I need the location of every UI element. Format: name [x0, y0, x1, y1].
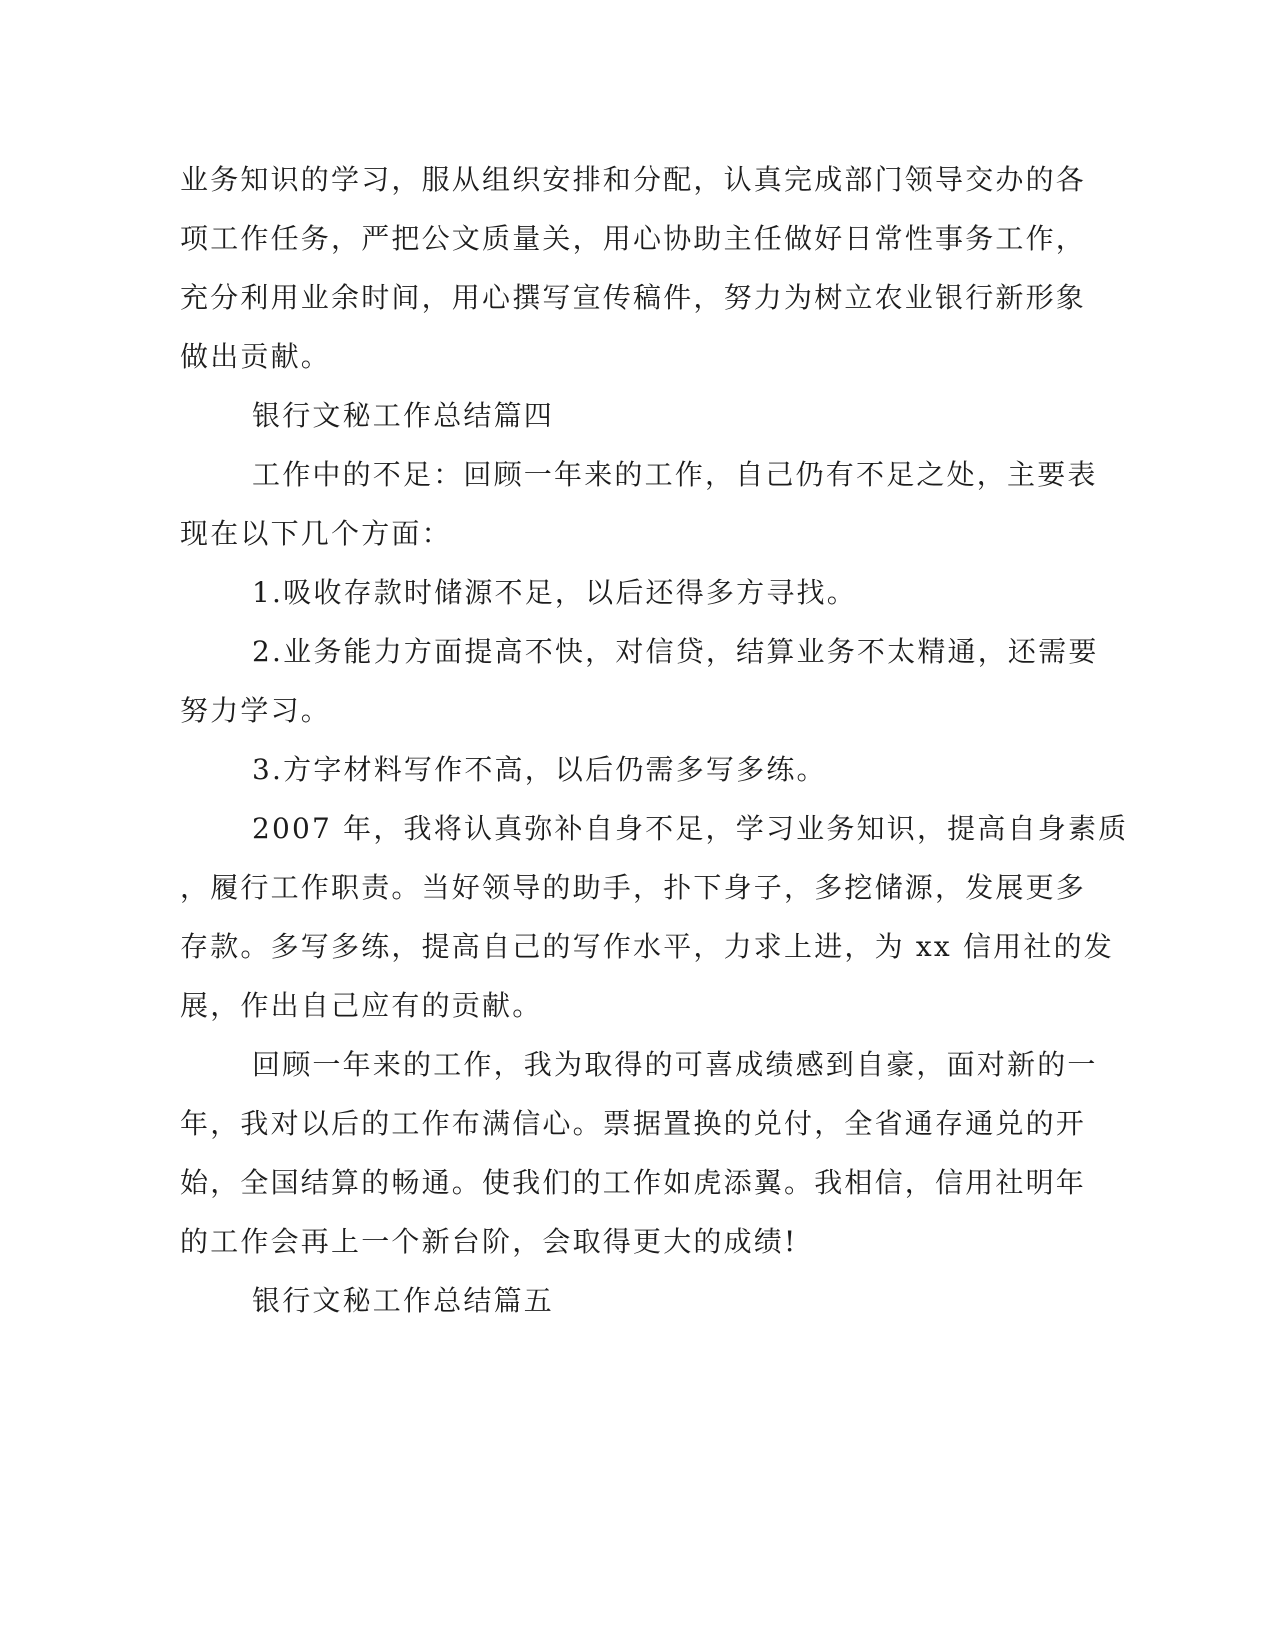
paragraph-line: 项工作任务，严把公文质量关，用心协助主任做好日常性事务工作，	[180, 222, 1087, 255]
paragraph-line: 工作中的不足：回顾一年来的工作，自己仍有不足之处，主要表	[252, 458, 1098, 491]
paragraph-line: 回顾一年来的工作，我为取得的可喜成绩感到自豪，面对新的一	[252, 1048, 1098, 1081]
paragraph-line: 展，作出自己应有的贡献。	[180, 989, 543, 1022]
paragraph-line: 的工作会再上一个新台阶，会取得更大的成绩!	[180, 1225, 798, 1258]
paragraph-line: ，履行工作职责。当好领导的助手，扑下身子，多挖储源，发展更多	[180, 871, 1087, 904]
paragraph-line: 做出贡献。	[180, 340, 332, 373]
list-item: 3.方字材料写作不高，以后仍需多写多练。	[252, 753, 827, 786]
paragraph-line: 2007 年，我将认真弥补自身不足，学习业务知识，提高自身素质	[252, 812, 1129, 845]
paragraph-line: 年，我对以后的工作布满信心。票据置换的兑付，全省通存通兑的开	[180, 1107, 1087, 1140]
paragraph-line: 努力学习。	[180, 694, 332, 727]
section-heading: 银行文秘工作总结篇五	[252, 1284, 555, 1317]
document-body	[180, 150, 1129, 1330]
paragraph-line: 业务知识的学习，服从组织安排和分配，认真完成部门领导交办的各	[180, 163, 1087, 196]
paragraph-line: 充分利用业余时间，用心撰写宣传稿件，努力为树立农业银行新形象	[180, 281, 1087, 314]
paragraph-line: 始，全国结算的畅通。使我们的工作如虎添翼。我相信，信用社明年	[180, 1166, 1087, 1199]
section-heading: 银行文秘工作总结篇四	[252, 399, 555, 432]
list-item: 1.吸收存款时储源不足，以后还得多方寻找。	[252, 576, 857, 609]
paragraph-line: 现在以下几个方面：	[180, 517, 452, 550]
paragraph-line: 存款。多写多练，提高自己的写作水平，力求上进，为 xx 信用社的发	[180, 930, 1114, 963]
list-item: 2.业务能力方面提高不快，对信贷，结算业务不太精通，还需要	[252, 635, 1099, 668]
